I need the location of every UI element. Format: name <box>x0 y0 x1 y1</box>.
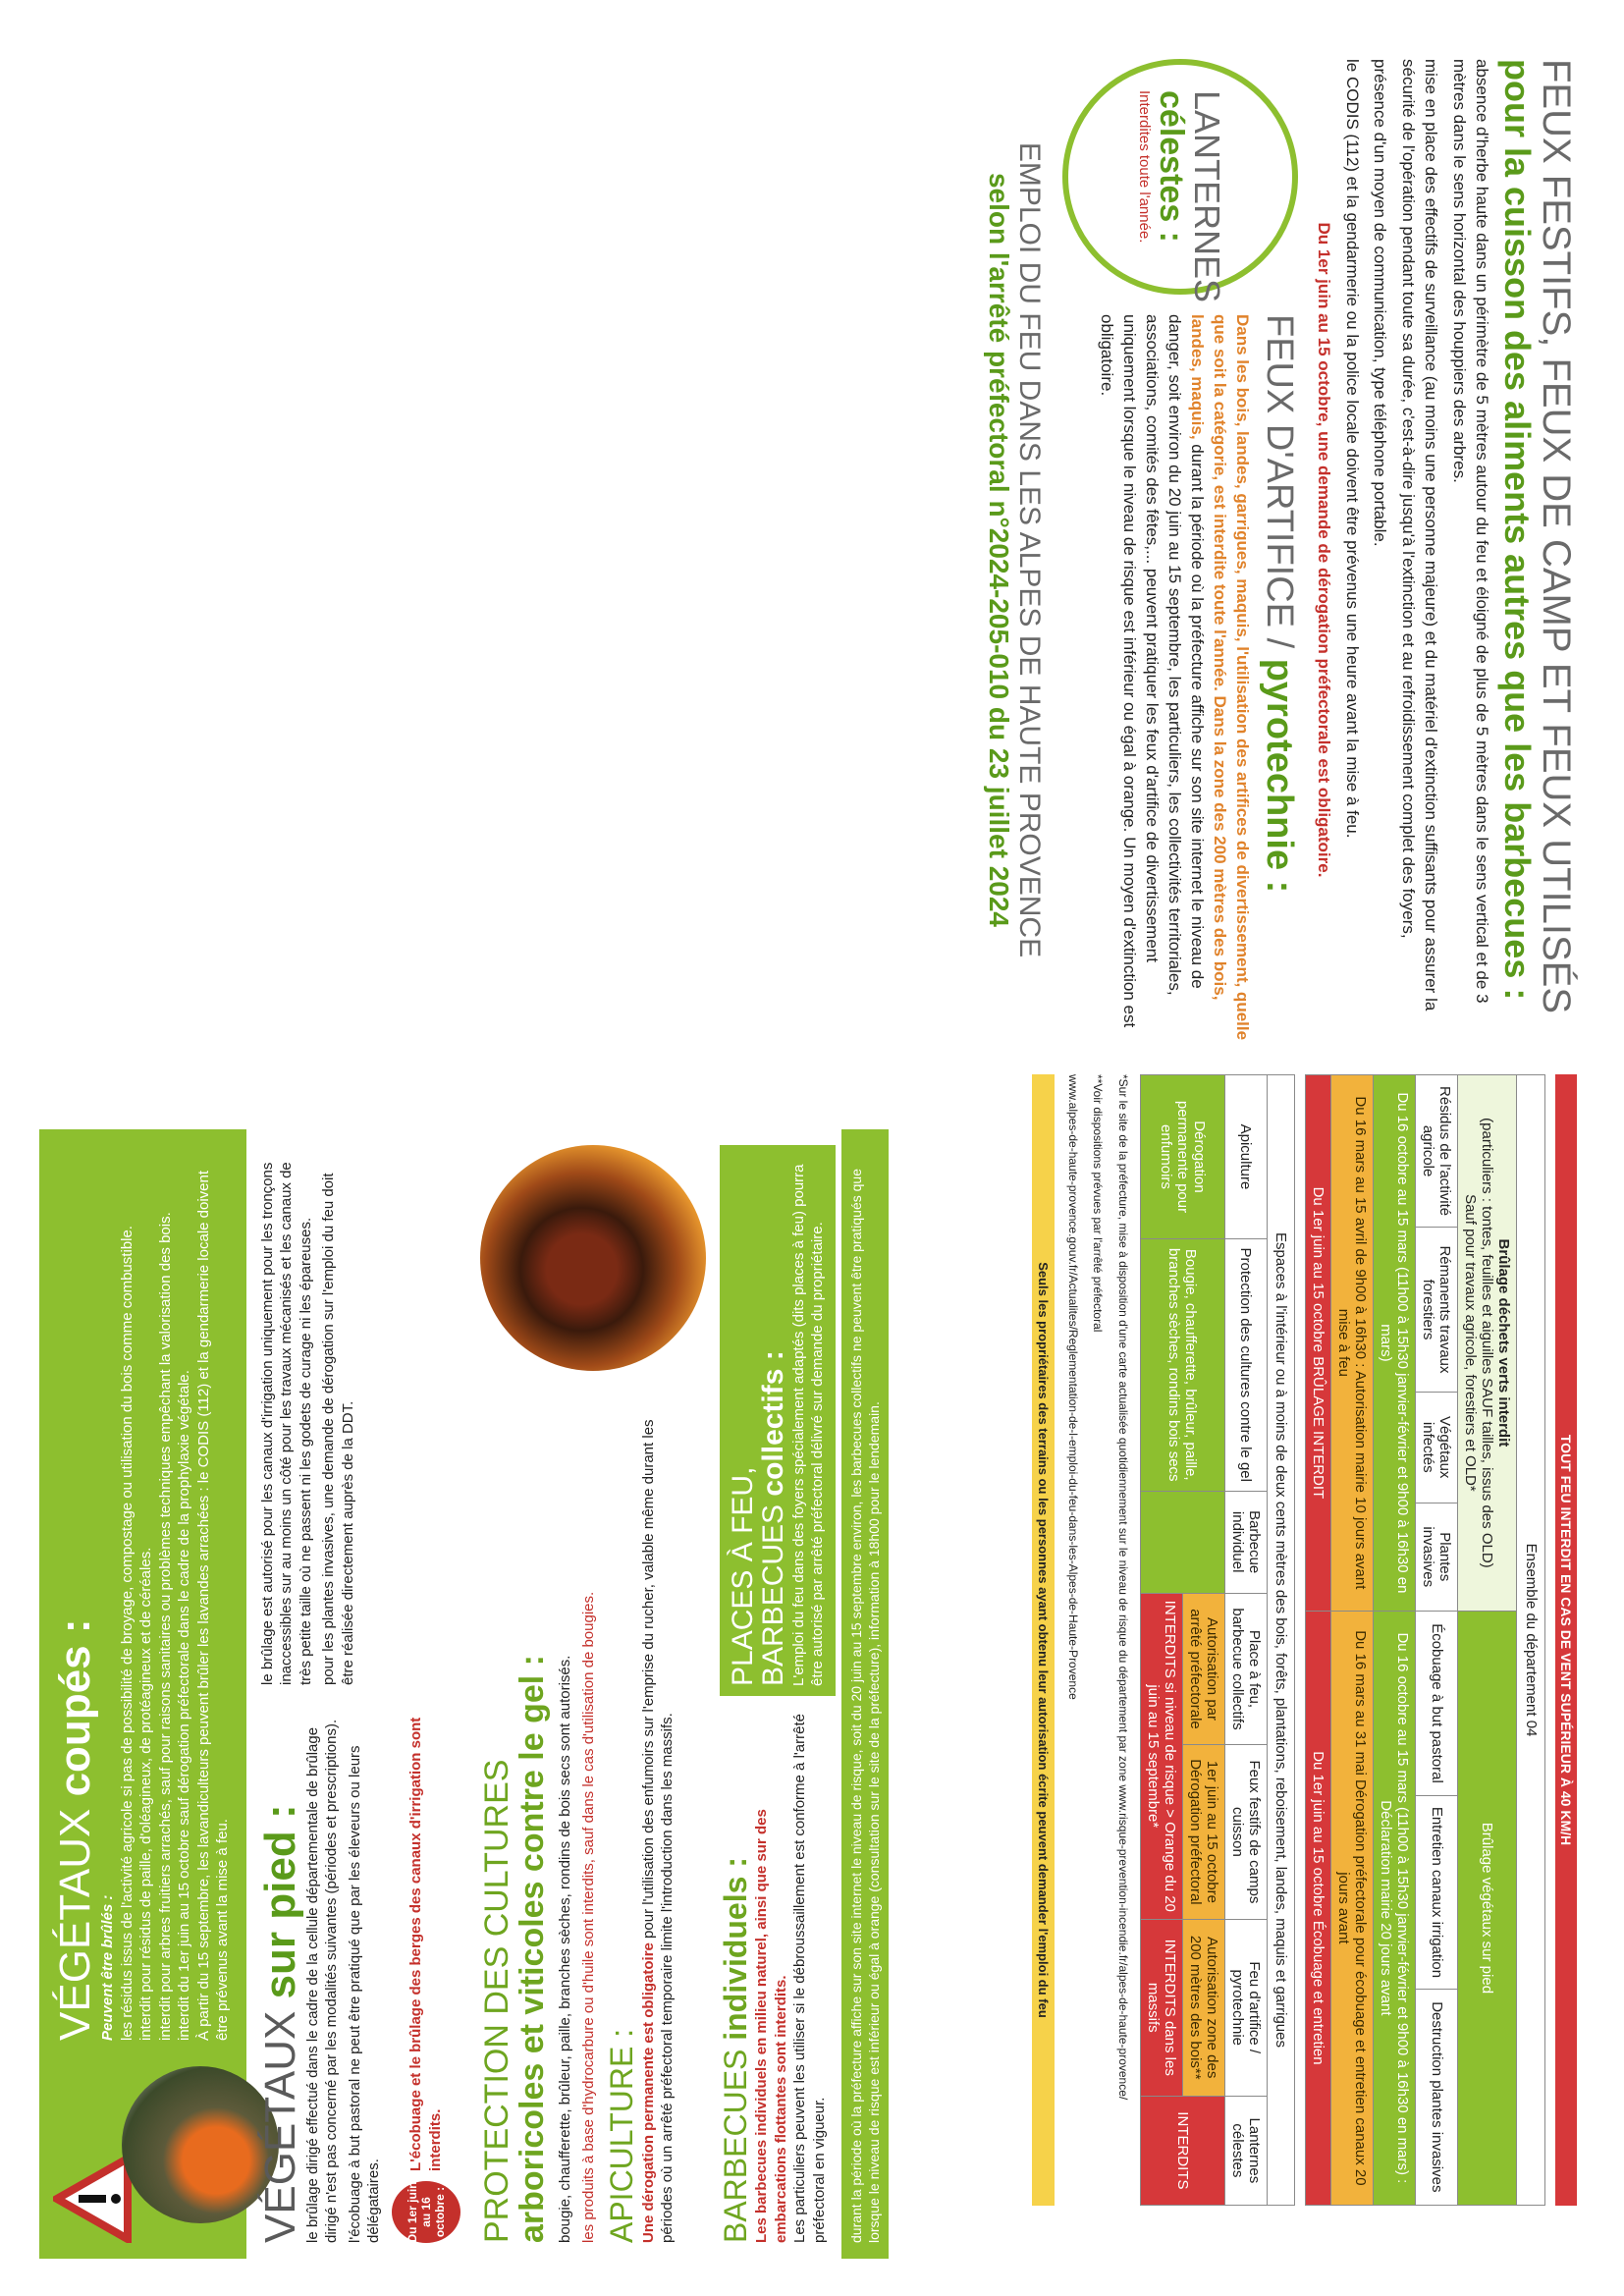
badge-text: L'écobuage et le brûlage des berges des canaux d'irrigation sont interdits. <box>407 1717 444 2171</box>
vegetaux-pied-b2: l'écobuage à but pastoral ne peut être pratiqué que par les éleveurs ou leurs délégataires. <box>346 1745 383 2243</box>
footer-note: Seuls les propriétaires des terrains ou les personnes ayant obtenu leur autorisation écrite peuvent demander l'emploi du feu <box>1032 1074 1055 2206</box>
vegetaux-coupes-title: VÉGÉTAUX coupés : <box>51 1618 99 2041</box>
note-2: **Voir dispositions prévues par l'arrêté préfectoral <box>1091 1074 1106 1333</box>
section-vegetaux-coupes <box>39 1129 246 2259</box>
emploi-title: EMPLOI DU FEU DANS LES ALPES DE HAUTE PROVENCE <box>1012 141 1046 958</box>
places-feu-b1: L'emploi du feu dans des foyers spécialement adaptés (dits places à feu) pourra être autorisé par arrêté préfectoral délivré sur demande du propriétaire. <box>789 1164 827 1686</box>
feux-festifs-b3: présence d'un moyen de communication, type téléphone portable. <box>1371 59 1390 547</box>
barbecues-ind-red: Les barbecues individuels en milieu naturel, ainsi que sur des embarcations flottantes sont interdits. <box>753 1809 789 2243</box>
lanternes-title: LANTERNES <box>1187 90 1228 303</box>
lanternes-sub: Interdites toute l'année. <box>1135 90 1153 244</box>
vegetaux-pied-b3: le brûlage est autorisé pour les canaux d'irrigation uniquement pour les tronçons inaccessibles sur au moins un côté pour les travaux mécanisés et les canaux de très petite taille où ne passent ni les godets de curage ni les épareuses. <box>258 1162 314 1685</box>
vegetaux-coupes-b2: interdit pour résidus de paille, d'oléagineux, de protéagineux et de céréales. <box>137 1547 155 2041</box>
apiculture-text: Une dérogation permanente est obligatoire pour l'utilisation des enfumoirs sur l'emprise du rucher, valable même durant les périodes où un arrêté préfectoral temporaire limite l'introduction dans les massifs. <box>639 1419 677 2243</box>
artifice-text: Dans les bois, landes, garrigues, maquis, l'utilisation des artifices de divertissement, quelle que soit la catégorie, est interdite toute l'année. Dans la zone des 200 mètres des bois, landes, maquis, durant la période où la préfecture affiche sur son site internet le niveau de danger, soit environ du 20 juin au 15 septembre, les particuliers, les collectivités territoriales, associations, comités des fêtes,... peuvent pratiquer les feux d'artifice de divertissement uniquement lorsque le niveau de risque est inférieur ou égal à orange. Un moyen d'extinction est obligatoire. <box>1098 314 1252 1041</box>
feux-festifs-red: Du 1er juin au 15 octobre, une demande de dérogation préfectorale est obligatoire. <box>1314 222 1333 878</box>
barbecues-ind-b1: Les particuliers peuvent les utiliser si le débroussaillement est conforme à l'arrêté préfectoral en vigueur. <box>791 1714 828 2243</box>
section-vegetaux-pied <box>246 1129 472 2259</box>
warning-triangle-icon <box>53 2155 132 2243</box>
barbecues-ind-title: BARBECUES individuels : <box>717 1857 753 2243</box>
vegetaux-pied-b1: le brûlage dirigé effectué dans le cadre de la cellule départementale de brûlage dirigé n'est pas concerné par les modalités suivantes (périodes et prescriptions). <box>303 1719 341 2243</box>
note-1: *Sur le site de la préfecture, mise à disposition d'une carte actualisée quotidiennement sur le niveau de risque du département par zone www.risque-prevention-incendie.fr/alpes-de-haute-provence/ <box>1116 1074 1130 2101</box>
lanternes-subtitle: célestes : <box>1153 90 1191 243</box>
places-feu-title: PLACES À FEU, BARBECUES collectifs : <box>726 1350 790 1686</box>
protection-b1: bougie, chaufferette, brûleur, paille, branches sèches, rondins de bois secs sont autorisés. <box>557 1655 574 2243</box>
left-panel <box>39 1129 883 2259</box>
table-ensemble-departement: Ensemble du département 04 Brûlage déchets verts interdit (particuliers : tontes, feuilles et aiguilles SAUF tailles, issus des OLD) Sauf pour travaux agricole, forestiers et OLD* Brûlage végétaux sur pied Résidus de l'activité agricole Rémanents travaux forestiers Végétaux infectés Plantes invasives Écobuage à but pastoral Entretien canaux irrigation Destruction plantes invasives Du 16 octobre au 15 mars (11h00 à 15h30 janvier-février et 9h00 à 16h30 en mars) Du 16 octobre au 15 mars (11h00 à 15h30 janvier-février et 9h00 à 16h30 en mars) : Déclaration mairie 20 jours avant Du 16 mars au 15 avril de 9h00 à 16h30 : Autorisation mairie 10 jours avant mise à feu Du 16 mars au 31 mai Dérogation préfectorale pour écobuage et entretien canaux 20 jours avant Du 1er juin au 15 octobre BRÛLAGE INTERDIT Du 1er juin au 15 octobre Écobuage et entretien <box>1306 1074 1546 2206</box>
vegetaux-coupes-subtitle: Peuvent être brûlés : <box>99 1894 117 2041</box>
note-3: www.alpes-de-haute-provence.gouv.fr/Actualites/Reglementation-de-l-emploi-du-feu-dans-les-Alpes-de-Haute-Provence <box>1065 1074 1080 1700</box>
vegetaux-coupes-b5: À partir du 15 septembre, les lavandiculteurs peuvent brûler les lavandes arrachées : le CODIS (112) et la gendarmerie locale doivent être prévenus avant la mise à feu. <box>194 1170 232 2041</box>
bottom-bar: durant la période où la préfecture affiche sur son site internet le niveau de risque, soit du 20 juin au 15 septembre environ, les barbecues collectifs ne peuvent être pratiqués que lorsque le niveau de risque est inférieur ou égal à orange (consultation sur le site de la préfecture), information à 18h00 pour le lendemain. <box>841 1129 889 2259</box>
feux-festifs-b2: mise en place des effectifs de surveillance (au moins une personne majeure) et du matériel d'extinction suffisants pour assurer la sécurité de l'opération pendant toute sa durée, c'est-à-dire jusqu'à l'extinction et au refroidissement complet des foyers, <box>1399 59 1441 1011</box>
right-panel <box>511 39 1591 2219</box>
apiculture-title: APICULTURE : <box>604 2028 640 2243</box>
feux-festifs-title: FEUX FESTIFS, FEUX DE CAMP ET FEUX UTILISÉS <box>1535 59 1578 1014</box>
date-badge: Du 1er juin au 16 octobre : <box>392 2181 460 2243</box>
feux-festifs-b1: absence d'herbe haute dans un périmètre de 5 mètres autour du feu et éloigné de plus de 5 mètres dans le sens vertical et de 3 mètres dans le sens horizontal des houppiers des arbres. <box>1450 59 1492 1004</box>
vegetaux-coupes-b1: les résidus issus de l'activité agricole si pas de possibilité de broyage, compostage ou utilisation du bois comme combustible. <box>118 1226 135 2041</box>
vegetaux-pied-title: VÉGÉTAUX sur pied : <box>255 1804 304 2243</box>
vegetaux-coupes-b3: interdit pour arbres fruitiers arrachés, sauf pour raisons sanitaires ou problèmes techniques empêchant la valorisation des bois. <box>156 1212 174 2041</box>
emploi-subtitle: selon l'arrêté préfectoral n°2024-205-010 du 23 juillet 2024 <box>984 172 1015 927</box>
vegetaux-pied-b4: pour les plantes invasives, une demande de dérogation sur l'emploi du feu doit être réalisée directement auprès de la DDT. <box>320 1173 356 1685</box>
vegetaux-coupes-b4: interdit du 1er juin au 15 octobre sauf dérogation préfectorale dans le cadre de la prophylaxie végétale. <box>176 1370 193 2041</box>
lanternes-box <box>1062 59 1298 303</box>
header-dechets: Brûlage déchets verts interdit (particuliers : tontes, feuilles et aiguilles SAUF tailles, issus des OLD) Sauf pour travaux agricole, forestiers et OLD* <box>1458 1075 1517 1612</box>
wind-warning: TOUT FEU INTERDIT EN CAS DE VENT SUPÉRIEUR À 40 KM/H <box>1555 1074 1577 2206</box>
artifice-title: FEUX D'ARTIFICE / pyrotechnie : <box>1258 314 1300 894</box>
feux-festifs-b4: le CODIS (112) et la gendarmerie ou la police locale doivent être prévenus une heure avant la mise à feu. <box>1342 59 1362 839</box>
protection-b2: les produits à base d'hydrocarbure ou d'huile sont interdits, sauf dans le cas d'utilisation de bougies. <box>579 1591 597 2243</box>
protection-title: PROTECTION DES CULTURES arboricoles et viticoles contre le gel : <box>477 1655 551 2243</box>
feux-festifs-subtitle: pour la cuisson des aliments autres que les barbecues : <box>1497 59 1538 1001</box>
table-espaces-200m: Espaces à l'intérieur ou à moins de deux cents mètres des bois, forêts, plantations, reboisement, landes, maquis et garrigues Apiculture Protection des cultures contre le gel Barbecue individuel Place à feu, barbecue collectifs Feux festifs de camps cuisson Feu d'artifice / pyrotechnie Lanternes célestes Dérogation permanente pour enfumoirs Bougie, chaufferette, brûleur, paille, branches sèches, rondins bois secs Autorisation par arrêté préfectorale 1er juin au 15 octobre Dérogation préfectoral Autorisation zone des 200 mètres des bois** INTERDITS INTERDITS si niveau de risque > Orange du 20 juin au 15 septembre* INTERDITS dans les massifs <box>1140 1074 1296 2206</box>
